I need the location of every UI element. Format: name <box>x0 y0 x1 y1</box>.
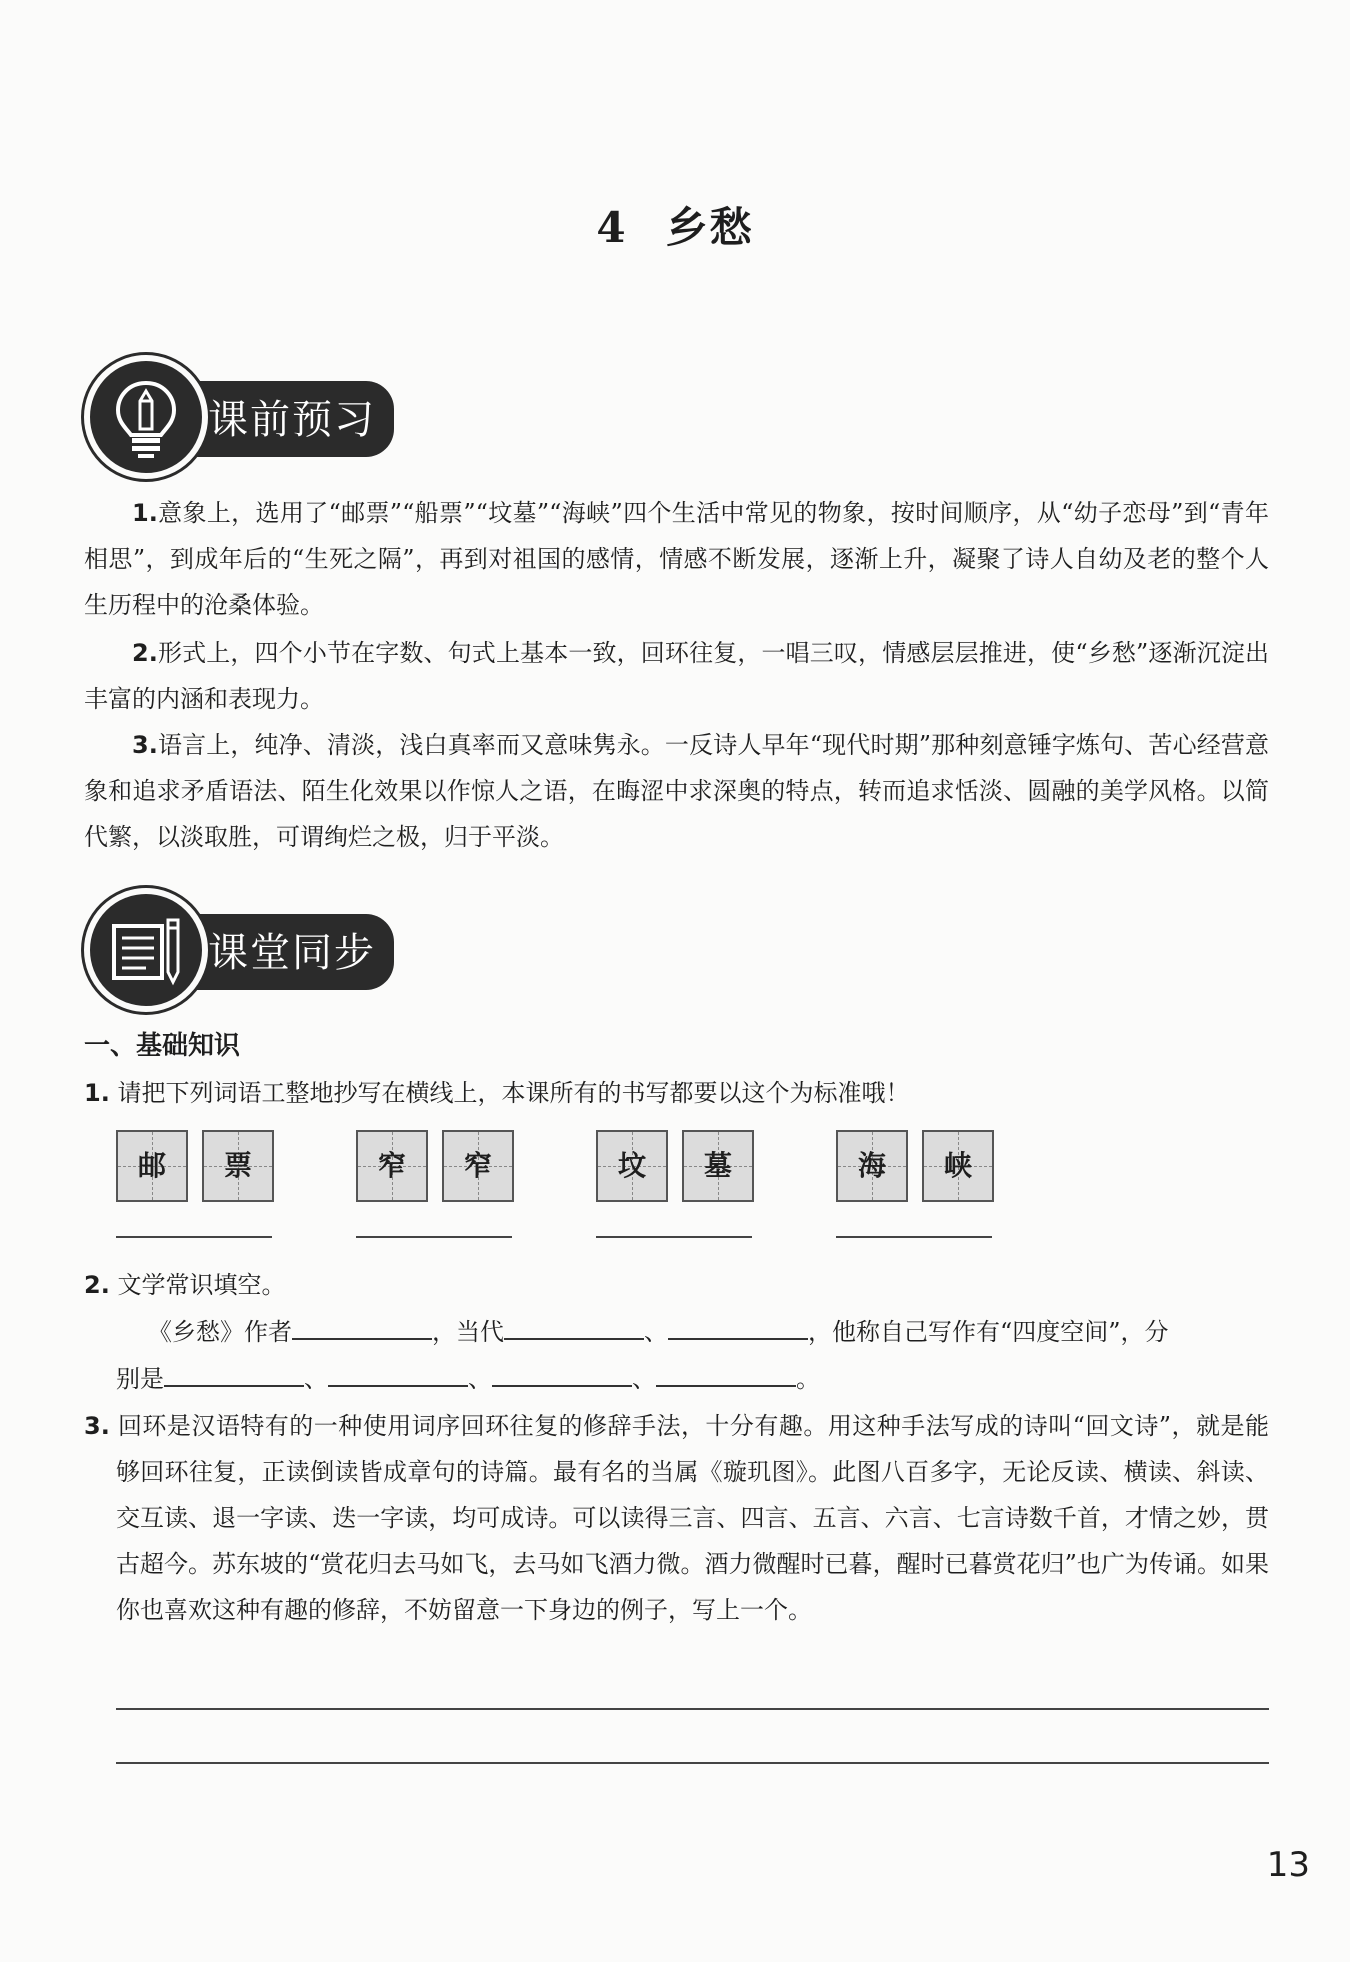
blank-2[interactable] <box>668 1308 808 1340</box>
badge-circle <box>84 888 208 1012</box>
blank-space-2[interactable] <box>328 1355 468 1387</box>
char-cell: 窄 <box>356 1130 428 1202</box>
lightbulb-pencil-icon <box>102 373 190 461</box>
page-number: 13 <box>1266 1845 1310 1885</box>
item-number: 3. <box>132 731 158 759</box>
question-number: 3. <box>84 1412 110 1440</box>
question-1 <box>84 1070 1269 1116</box>
blank-1[interactable] <box>504 1308 644 1340</box>
badge-circle <box>84 355 208 479</box>
lesson-number: 4 <box>596 203 628 252</box>
char-cell: 票 <box>202 1130 274 1202</box>
blank-author[interactable] <box>292 1308 432 1340</box>
section-label: 课堂同步 <box>208 930 376 976</box>
question-text: 文学常识填空。 <box>117 1271 286 1299</box>
char-cell: 墓 <box>682 1130 754 1202</box>
blank-space-3[interactable] <box>492 1355 632 1387</box>
item-text: 意象上，选用了“邮票”“船票”“坟墓”“海峡”四个生活中常见的物象，按时间顺序，从“幼子恋母”到“青年相思”，到成年后的“生死之隔”，再到对祖国的感情，情感不断发展，逐渐上升，凝聚了诗人自幼及老的整个人生历程中的沧桑体验。 <box>84 499 1269 619</box>
blank-space-4[interactable] <box>656 1355 796 1387</box>
lesson-title <box>0 195 1350 255</box>
subheading-basics: 一、基础知识 <box>84 1031 241 1061</box>
question-3 <box>84 1403 1269 1633</box>
preview-item-2 <box>84 630 1269 722</box>
preview-item-1 <box>84 490 1269 628</box>
book-pencil-icon <box>102 906 190 994</box>
writing-line[interactable] <box>596 1236 752 1238</box>
char-cell: 邮 <box>116 1130 188 1202</box>
writing-line[interactable] <box>356 1236 512 1238</box>
item-number: 1. <box>132 499 158 527</box>
item-number: 2. <box>132 639 158 667</box>
section-badge-preview <box>84 355 404 483</box>
item-text: 形式上，四个小节在字数、句式上基本一致，回环往复，一唱三叹，情感层层推进，使“乡愁”逐渐沉淀出丰富的内涵和表现力。 <box>84 639 1269 713</box>
char-cell: 海 <box>836 1130 908 1202</box>
question-2 <box>84 1262 1269 1402</box>
answer-line-1[interactable] <box>116 1708 1269 1710</box>
char-cell: 峡 <box>922 1130 994 1202</box>
blank-space-1[interactable] <box>164 1355 304 1387</box>
question-number: 1. <box>84 1079 110 1107</box>
question-2-body: 《乡愁》作者 ，当代 、 ，他称自己写作有“四度空间”，分 别是 、 、 、 。 <box>84 1308 1269 1402</box>
preview-item-3 <box>84 722 1269 860</box>
item-text: 语言上，纯净、清淡，浅白真率而又意味隽永。一反诗人早年“现代时期”那种刻意锤字炼句、苦心经营意象和追求矛盾语法、陌生化效果以作惊人之语，在晦涩中求深奥的特点，转而追求恬淡、圆融的美学风格。以简代繁，以淡取胜，可谓绚烂之极，归于平淡。 <box>84 731 1269 851</box>
writing-line[interactable] <box>836 1236 992 1238</box>
char-cell: 坟 <box>596 1130 668 1202</box>
section-label: 课前预习 <box>208 397 376 443</box>
writing-line[interactable] <box>116 1236 272 1238</box>
char-cell: 窄 <box>442 1130 514 1202</box>
answer-line-2[interactable] <box>116 1762 1269 1764</box>
lesson-name: 乡愁 <box>665 203 754 252</box>
question-number: 2. <box>84 1271 110 1299</box>
question-text: 请把下列词语工整地抄写在横线上，本课所有的书写都要以这个为标准哦！ <box>117 1079 910 1107</box>
section-badge-class <box>84 888 404 1016</box>
question-text: 回环是汉语特有的一种使用词序回环往复的修辞手法，十分有趣。用这种手法写成的诗叫“回文诗”，就是能够回环往复，正读倒读皆成章句的诗篇。最有名的当属《璇玑图》。此图八百多字，无论反读、横读、斜读、交互读、退一字读、迭一字读，均可成诗。可以读得三言、四言、五言、六言、七言诗数千首，才情之妙，贯古超今。苏东坡的“赏花归去马如飞，去马如飞酒力微。酒力微醒时已暮，醒时已暮赏花归”也广为传诵。如果你也喜欢这种有趣的修辞，不妨留意一下身边的例子，写上一个。 <box>116 1412 1269 1624</box>
